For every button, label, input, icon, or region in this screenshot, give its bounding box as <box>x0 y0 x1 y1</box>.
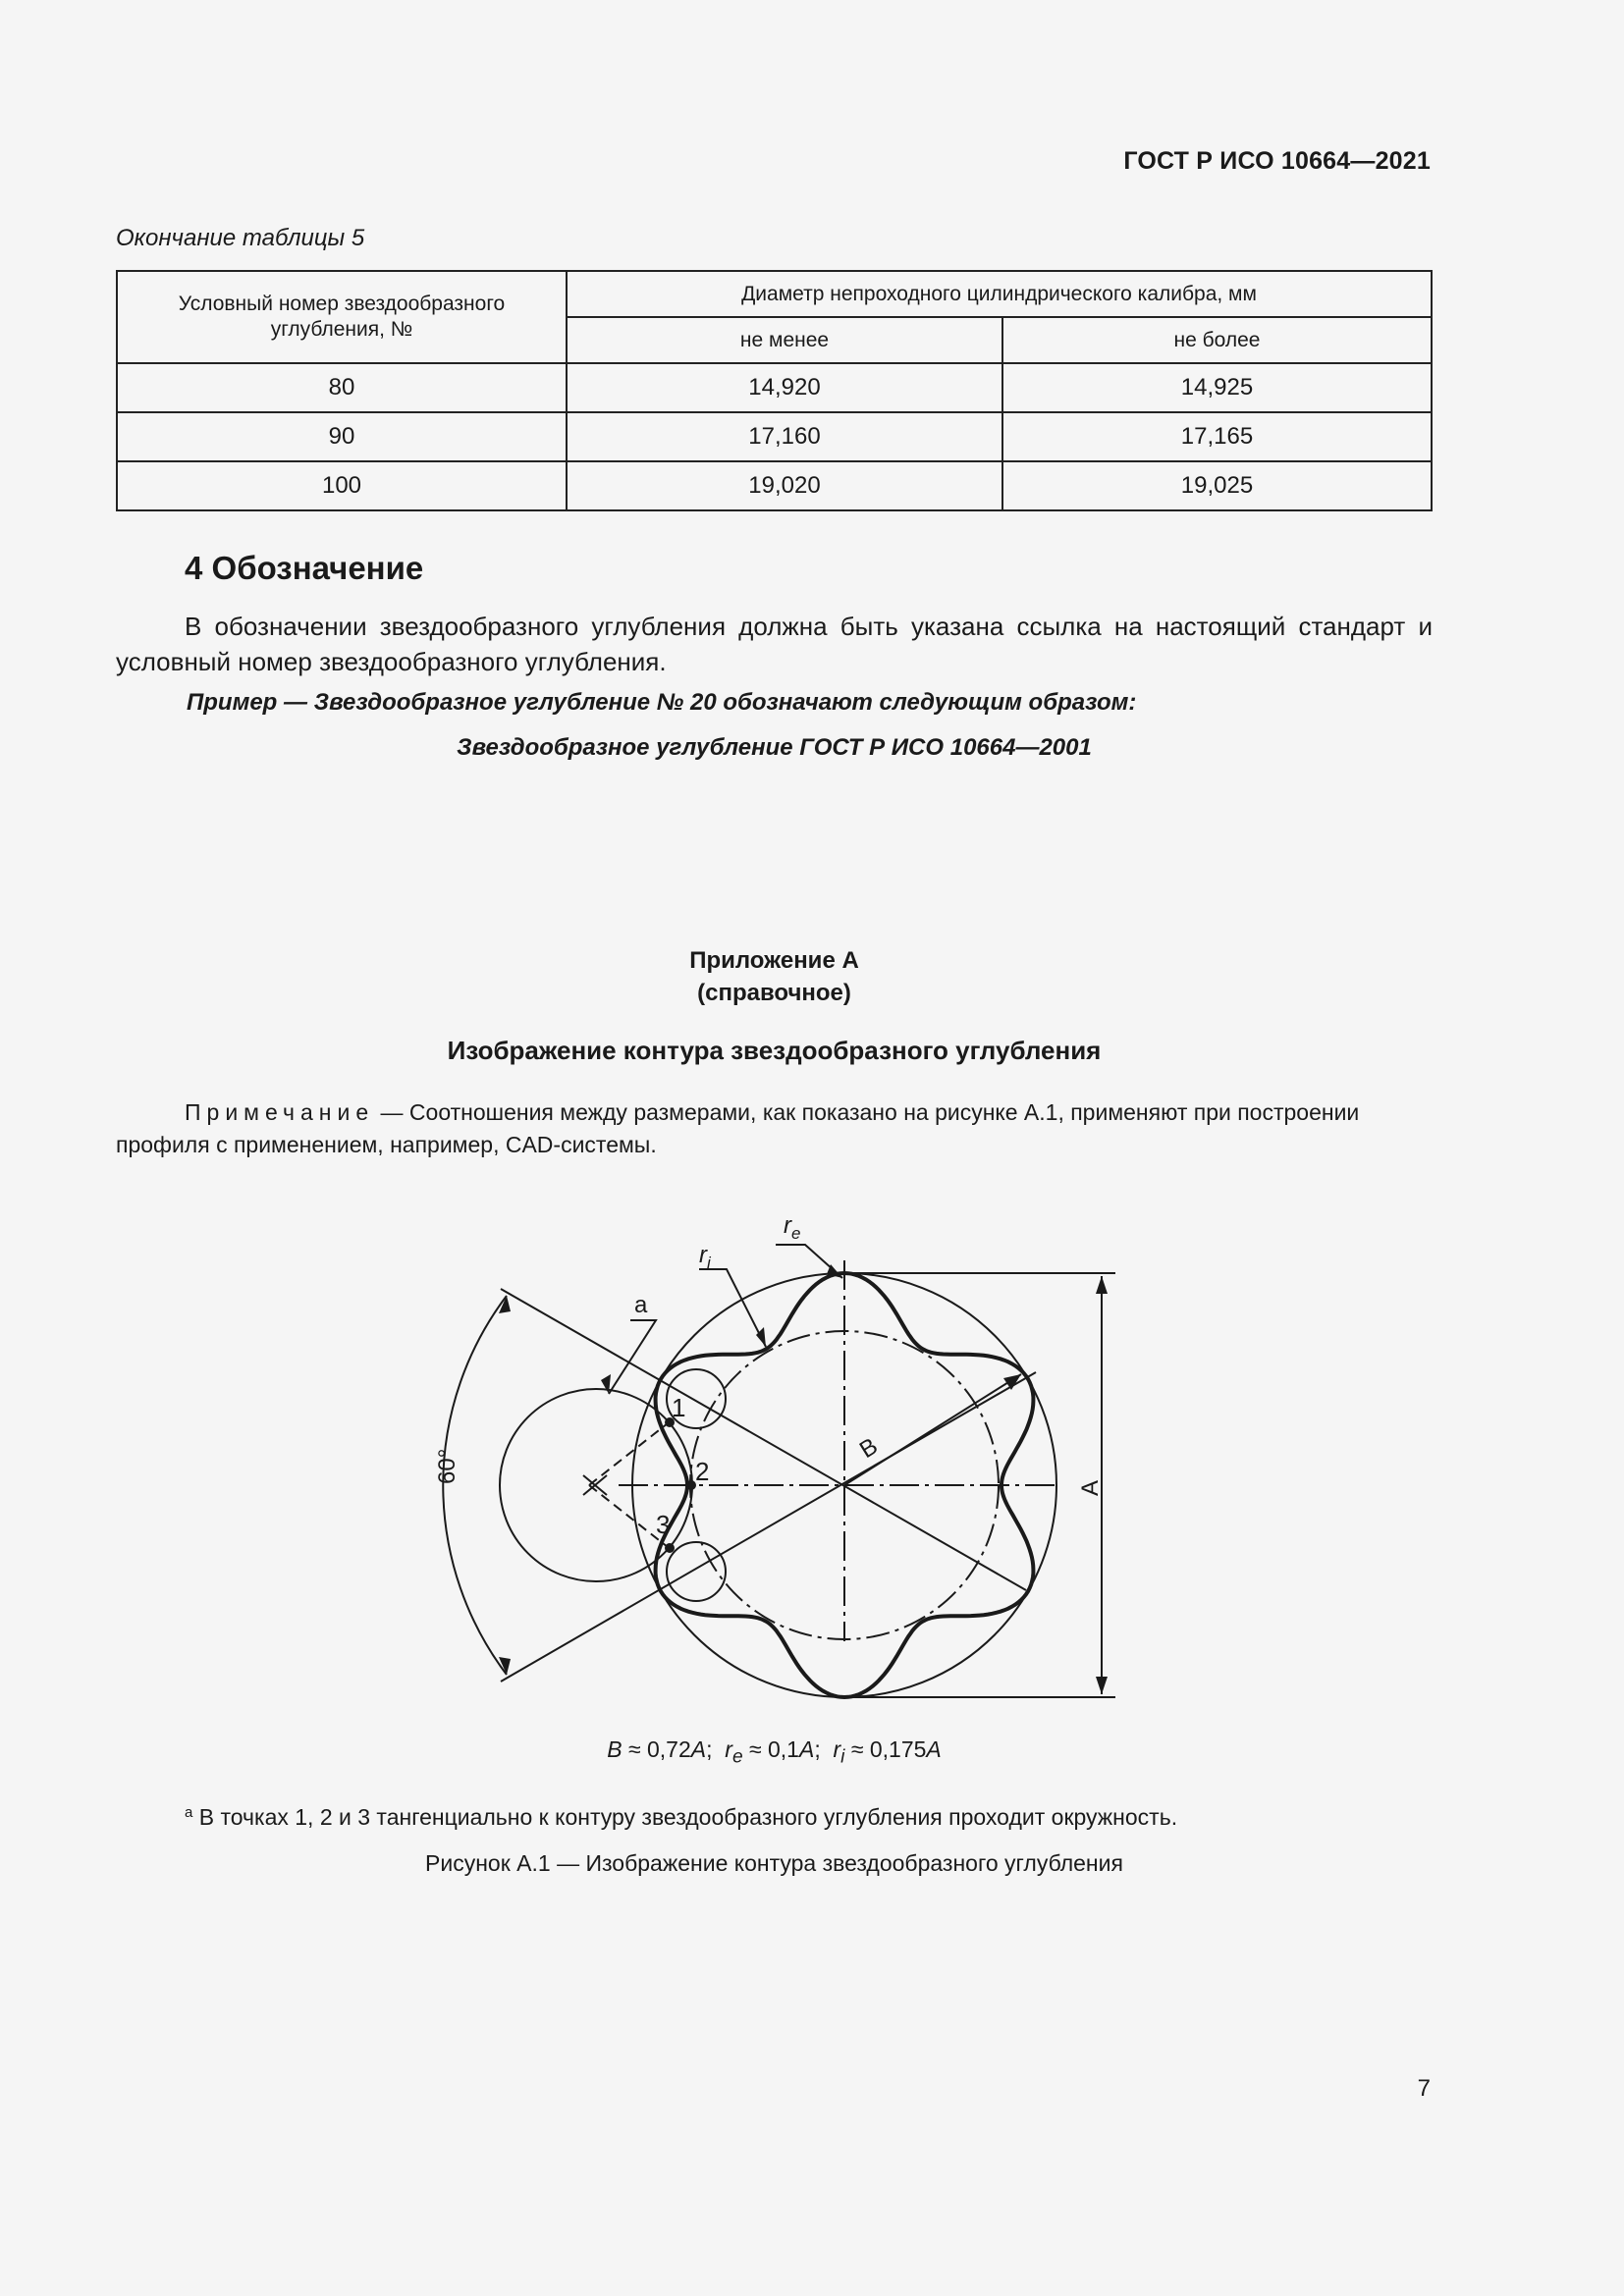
footnote-mark: a <box>185 1804 193 1821</box>
leader-a <box>609 1320 656 1394</box>
col-group-header: Диаметр непроходного цилиндрического калибра, мм <box>567 271 1432 317</box>
label-angle: 60° <box>434 1448 460 1484</box>
annex-heading: Изображение контура звездообразного углубления <box>447 1036 1102 1065</box>
ri-circle-bottom <box>667 1542 726 1601</box>
cell-number: 90 <box>117 412 567 461</box>
label-a: a <box>634 1292 648 1318</box>
figure-footnote: $^a$ В точках 1, 2 и 3 тангенциально к контуру звездообразного углубления проходит окружность. <box>185 1804 1178 1830</box>
cell-max: 14,925 <box>1002 363 1432 412</box>
figure-caption: Рисунок А.1 — Изображение контура звездообразного углубления <box>425 1850 1123 1876</box>
label-point-2: 2 <box>695 1457 710 1486</box>
angle-line-lower <box>501 1372 1036 1682</box>
cell-min: 14,920 <box>567 363 1002 412</box>
construction-dash-1 <box>589 1423 668 1485</box>
annex-title-line2: (справочное) <box>697 980 851 1006</box>
cell-min: 19,020 <box>567 461 1002 510</box>
label-point-3: 3 <box>656 1510 671 1539</box>
label-point-1: 1 <box>672 1393 686 1422</box>
document-id: ГОСТ Р ИСО 10664—2021 <box>1123 147 1431 175</box>
section-paragraph: В обозначении звездообразного углубления должна быть указана ссылка на настоящий стандарт и условный номер звездообразного углубления. <box>116 612 1433 676</box>
col-header-number: Условный номер звездообразного углубления, № <box>117 271 567 363</box>
note-text: — Соотношения между размерами, как показано на рисунке А.1, применяют при построении профиля с применением, например, CAD-системы. <box>116 1099 1360 1157</box>
dimension-line-B <box>844 1374 1021 1485</box>
label-ri: $r_i$ <box>699 1242 711 1272</box>
note-label: Примечание <box>185 1099 375 1125</box>
point-3-dot <box>665 1543 675 1553</box>
example-value: Звездообразное углубление ГОСТ Р ИСО 10664—2001 <box>457 734 1092 761</box>
cell-min: 17,160 <box>567 412 1002 461</box>
cell-max: 19,025 <box>1002 461 1432 510</box>
col-header-min: не менее <box>567 317 1002 363</box>
col-header-max: не более <box>1002 317 1432 363</box>
cell-number: 80 <box>117 363 567 412</box>
cell-max: 17,165 <box>1002 412 1432 461</box>
leader-ri <box>699 1269 766 1347</box>
figure-formula: B ≈ 0,72A; $r_e \approx 0,1A$; $r_i \approx 0,175A$ <box>607 1736 942 1768</box>
cell-number: 100 <box>117 461 567 510</box>
section-title: 4 Обозначение <box>185 550 424 586</box>
label-re: $r_e$ <box>784 1212 801 1243</box>
table-caption: Окончание таблицы 5 <box>116 225 365 251</box>
example-intro: Пример — Звездообразное углубление № 20 обозначают следующим образом: <box>187 689 1137 716</box>
label-A: A <box>1077 1479 1104 1496</box>
annex-title-line1: Приложение А <box>689 947 859 974</box>
angle-arc <box>443 1296 507 1675</box>
page-number: 7 <box>1417 2075 1431 2102</box>
label-B: B <box>854 1432 883 1465</box>
